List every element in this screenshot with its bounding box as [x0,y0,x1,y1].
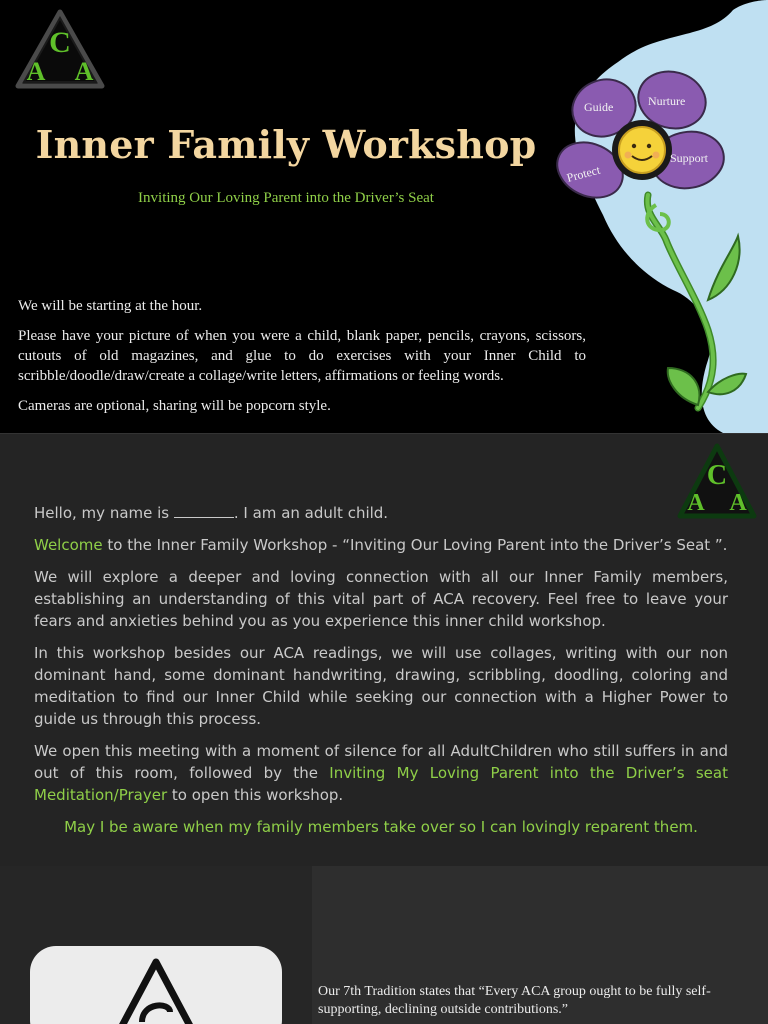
start-time-text: We will be starting at the hour. [18,298,203,314]
petal-protect-label: Protect [565,162,602,185]
svg-text:A: A [729,490,747,516]
welcome-text [34,534,728,556]
meditation-prayer-link[interactable]: Inviting My Loving Parent into the Driver’s seat Meditation/Prayer [34,764,728,804]
slide-welcome [0,433,768,866]
seventh-tradition-text: Our 7th Tradition states that “Every ACA group ought to be fully self-supporting, declining outside contributions.” [318,984,711,1017]
svg-text:C: C [706,460,728,491]
page-subtitle: Inviting Our Loving Parent into the Driver’s Seat [138,190,434,206]
svg-text:C: C [49,26,71,59]
aca-logo [14,8,106,92]
opening-suffix: to open this workshop. [167,786,344,804]
supplies-text: Please have your picture of when you were a child, blank paper, pencils, crayons, scissors, cutouts of old magazines, and glue to do exercises with your Inner Child to scribble/doodle/draw/create a collage/write letters, affirmations or feeling words. [18,328,586,384]
aca-logo [30,946,282,1024]
explore-text: We will explore a deeper and loving connection with all our Inner Family members, establishing an understanding of this vital part of ACA recovery. Feel free to leave your fears and anxieties behind you as you experience this inner child workshop. [34,568,728,630]
petal-nurture-label: Nurture [648,94,686,108]
intro-suffix: . I am an adult child. [233,504,389,522]
name-blank [174,504,234,518]
opening-text [34,740,728,806]
closing-affirmation: May I be aware when my family members take over so I can lovingly reparent them. [64,818,698,836]
petal-guide-label: Guide [584,100,614,114]
aca-logo-card [30,946,282,1024]
intro-text [34,502,728,524]
svg-text:A: A [26,57,46,86]
slide-tradition [0,866,768,1024]
slide-title [0,0,768,433]
intro-prefix: Hello, my name is [34,504,170,522]
welcome-body [34,502,728,848]
svg-text:A: A [74,57,94,86]
workshop-text: In this workshop besides our ACA readings, we will use collages, writing with our non dominant hand, some dominant handwriting, drawing, scribbling, doodling, coloring and meditation to find our Inner Child while seeking our connection with a Higher Power to guide us through this process. [34,644,728,728]
opening-prefix: We open this meeting with a moment of silence for all AdultChildren who still suffers in and out of this room, followed by the [34,742,728,782]
welcome-word: Welcome [34,536,103,554]
svg-text:A: A [687,490,705,516]
instructions [18,296,586,426]
page-title: Inner Family Workshop [35,122,537,167]
welcome-rest: to the Inner Family Workshop - “Inviting Our Loving Parent into the Driver’s Seat ”. [102,536,728,554]
camera-text: Cameras are optional, sharing will be popcorn style. [18,398,331,414]
petal-support-label: Support [670,151,709,165]
